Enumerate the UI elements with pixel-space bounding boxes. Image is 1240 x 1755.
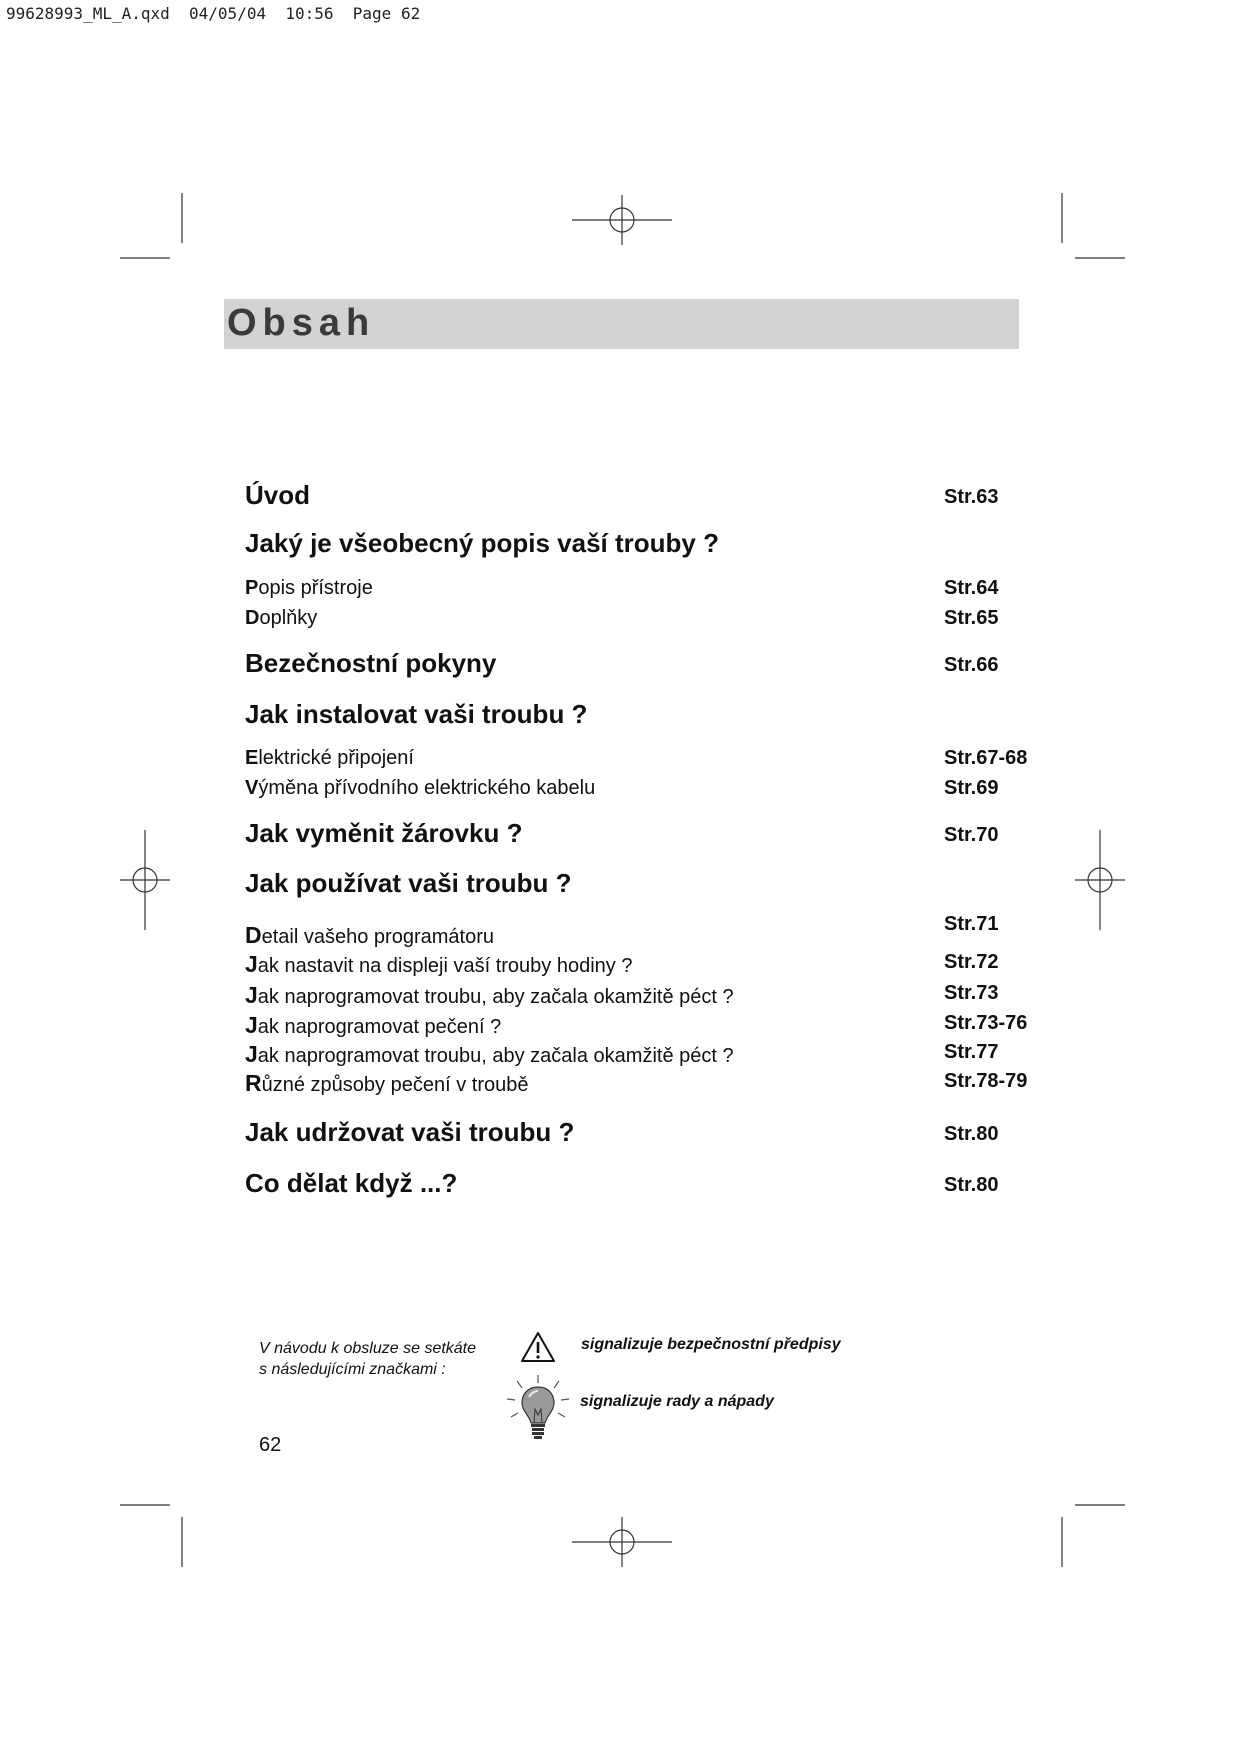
toc-subitem-text: oplňky bbox=[259, 607, 318, 629]
page-number: 62 bbox=[259, 1434, 282, 1456]
toc-page-ref: Str.70 bbox=[944, 824, 999, 846]
tip-legend-text: signalizuje rady a nápady bbox=[580, 1393, 774, 1410]
toc-subitem-initial: J bbox=[245, 951, 258, 977]
toc-page-ref: Str.77 bbox=[944, 1041, 999, 1063]
toc-subitem-text: ak nastavit na displeji vaší trouby hodiny ? bbox=[257, 955, 633, 977]
toc-heading: Jak udržovat vaši troubu ? bbox=[245, 1117, 575, 1147]
light-bulb-icon bbox=[505, 1373, 571, 1447]
toc-subitem-initial: V bbox=[245, 777, 259, 799]
toc-subitem-text: lektrické připojení bbox=[258, 747, 414, 769]
warning-legend-text: signalizuje bezpečnostní předpisy bbox=[581, 1336, 841, 1353]
toc-subitem-text: ůzné způsoby pečení v troubě bbox=[261, 1074, 529, 1096]
toc-subitem bbox=[245, 747, 414, 770]
toc-page-ref: Str.63 bbox=[944, 486, 999, 508]
toc-subitem-initial: J bbox=[245, 982, 258, 1008]
toc-page-ref: Str.80 bbox=[944, 1123, 999, 1145]
legend-intro-line: V návodu k obsluze se setkáte bbox=[259, 1340, 477, 1357]
toc-page-ref: Str.73-76 bbox=[944, 1012, 1028, 1034]
toc-subitem-text: ak naprogramovat troubu, aby začala okamžitě péct ? bbox=[257, 1045, 734, 1067]
toc-subitem-initial: J bbox=[245, 1012, 258, 1038]
toc-heading: Co dělat když ...? bbox=[245, 1168, 458, 1198]
toc-page-ref: Str.72 bbox=[944, 951, 999, 973]
toc-subitem-initial: J bbox=[245, 1041, 258, 1067]
toc-subitem bbox=[245, 1041, 734, 1068]
toc-page-ref: Str.65 bbox=[944, 607, 999, 629]
toc-subitem-text: ak naprogramovat pečení ? bbox=[257, 1016, 502, 1038]
toc-subitem-initial: E bbox=[245, 747, 259, 769]
toc-subitem-text: ýměna přívodního elektrického kabelu bbox=[258, 777, 596, 799]
toc-subitem-text: ak naprogramovat troubu, aby začala okamžitě péct ? bbox=[257, 986, 734, 1008]
toc-page-ref: Str.71 bbox=[944, 913, 999, 935]
title-bar bbox=[224, 299, 1019, 349]
toc-page-ref: Str.73 bbox=[944, 982, 999, 1004]
toc-subitem bbox=[245, 951, 632, 978]
toc-subitem-initial: D bbox=[245, 607, 260, 629]
toc-subitem-initial: D bbox=[245, 922, 262, 948]
toc-heading: Jak vyměnit žárovku ? bbox=[245, 818, 523, 848]
toc-page-ref: Str.78-79 bbox=[944, 1070, 1028, 1092]
toc-subitem bbox=[245, 1070, 528, 1097]
toc-heading: Jak používat vaši troubu ? bbox=[245, 868, 572, 898]
warning-triangle-icon bbox=[520, 1331, 556, 1363]
toc-subitem-text: etail vašeho programátoru bbox=[261, 926, 494, 948]
toc-page-ref: Str.66 bbox=[944, 654, 999, 676]
toc-heading: Úvod bbox=[245, 480, 310, 510]
toc-subitem bbox=[245, 577, 373, 600]
toc-heading: Jak instalovat vaši troubu ? bbox=[245, 699, 588, 729]
toc-subitem-initial: P bbox=[245, 577, 259, 599]
toc-subitem bbox=[245, 982, 734, 1009]
toc-page-ref: Str.69 bbox=[944, 777, 999, 799]
toc-subitem bbox=[245, 777, 595, 800]
toc-page-ref: Str.67-68 bbox=[944, 747, 1028, 769]
toc-subitem-initial: R bbox=[245, 1070, 262, 1096]
toc-page-ref: Str.80 bbox=[944, 1174, 999, 1196]
toc-subitem bbox=[245, 922, 494, 949]
legend-intro-line: s následujícími značkami : bbox=[259, 1361, 446, 1378]
toc-subitem-text: opis přístroje bbox=[258, 577, 373, 599]
legend-intro bbox=[259, 1338, 499, 1380]
toc-heading: Bezečnostní pokyny bbox=[245, 648, 497, 678]
toc-page-ref: Str.64 bbox=[944, 577, 999, 599]
toc-subitem bbox=[245, 1012, 501, 1039]
print-slug: 99628993_ML_A.qxd 04/05/04 10:56 Page 62 bbox=[6, 4, 421, 23]
toc-heading: Jaký je všeobecný popis vaší trouby ? bbox=[245, 528, 719, 558]
page-title: Obsah bbox=[227, 302, 376, 344]
toc-subitem bbox=[245, 607, 317, 630]
